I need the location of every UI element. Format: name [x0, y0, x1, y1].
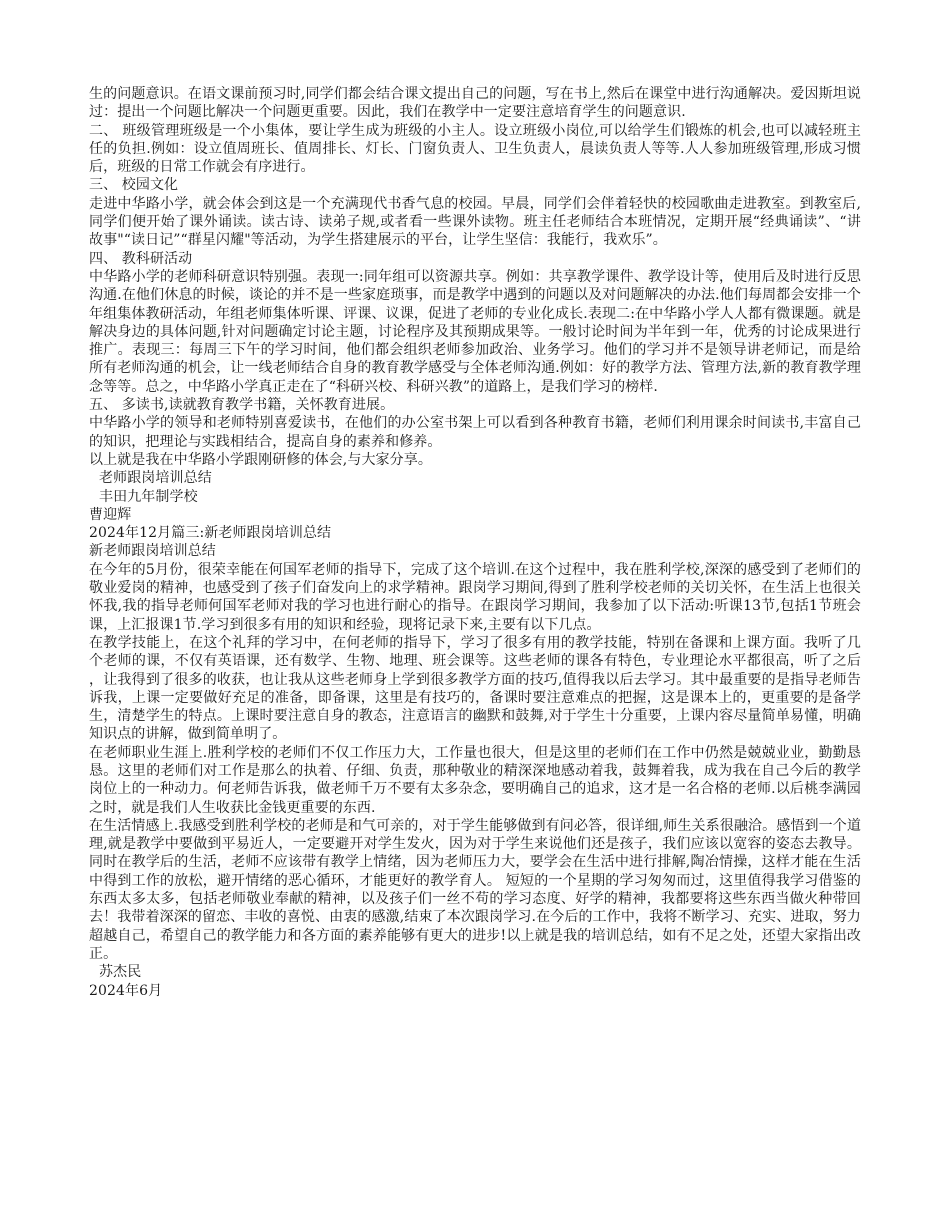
school-name: 丰田九年制学校: [99, 488, 198, 505]
article-title: 新老师跟岗培训总结: [89, 543, 216, 560]
heading-read-more: 五、 多读书,读就教育教学书籍，关怀教育进展。: [89, 397, 395, 414]
paragraph-life-emotion: 在生活情感上.我感受到胜利学校的老师是和气可亲的，对于学生能够做到有问必答，很详细,师生关系很融洽。感悟到一个道理,就是教学中要做到平易近人，一定要避开对学生发火，因为对于学生来说他们还是孩子，我们应该以宽容的姿态去教导。同时在教学后的生活，老师不应该带有教学上情绪，因为老师压力大，要学会在生活中进行排解,陶冶情操，这样才能在生活中得到工作的放松，避开情绪的恶心循环，才能更好的教学育人。 短短的一个星期的学习匆匆而过，这里值得我学习借鉴的东西太多太多，包括老师敬业奉献的精神，以及孩子们一丝不苟的学习态度、好学的精神，我都要将这些东西当做火种带回去！我带着深深的留恋、丰收的喜悦、由衷的感激,结束了本次跟岗学习.在今后的工作中，我将不断学习、充实、进取，努力超越自己，希望自己的教学能力和各方面的素养能够有更大的进步!以上就是我的培训总结，如有不足之处，还望大家指出改正。: [89, 817, 861, 962]
author-name: 曹迎辉: [89, 506, 132, 523]
paragraph-closing: 以上就是我在中华路小学跟刚研修的体会,与大家分享。: [89, 451, 432, 468]
heading-research-activities: 四、 教科研活动: [89, 250, 193, 267]
signature-date: 2024年6月: [89, 982, 163, 999]
paragraph-class-management: 二、 班级管理班级是一个小集体，要让学生成为班级的小主人。设立班级小岗位,可以给学生们锻炼的机会,也可以减轻班主任的负担.例如：设立值周班长、值周排长、灯长、门窗负责人、卫生负责人，晨读负责人等等.人人参加班级管理,形成习惯后，班级的日常工作就会有序进行。: [89, 122, 861, 176]
date-and-part-title: 2024年12月篇三:新老师跟岗培训总结: [89, 525, 332, 542]
paragraph-campus-culture: 走进中华路小学，就会体会到这是一个充满现代书香气息的校园。早晨，同学们会伴着轻快的校园歌曲走进教室。到教室后,同学们便开始了课外诵读。读古诗、读弟子规,或者看一些课外读物。班主任老师结合本班情况，定期开展“经典诵读”、“讲故事"“读日记”“群星闪耀"等活动，为学生搭建展示的平台，让学生坚信：我能行，我欢乐”。: [89, 195, 861, 249]
signature-name: 苏杰民: [99, 964, 142, 981]
paragraph-problem-awareness: 生的问题意识。在语文课前预习时,同学们都会结合课文提出自己的问题，写在书上,然后在课堂中进行沟通解决。爱因斯坦说过：提出一个问题比解决一个问题更重要。因此，我们在教学中一定要注意培育学生的问题意识.: [89, 86, 861, 121]
section-title: 老师跟岗培训总结: [99, 470, 212, 487]
paragraph-read-more: 中华路小学的领导和老师特别喜爱读书，在他们的办公室书架上可以看到各种教育书籍，老师们利用课余时间读书,丰富自己的知识，把理论与实践相结合，提高自身的素养和修养。: [89, 415, 861, 450]
paragraph-introduction: 在今年的5月份，很荣幸能在何国军老师的指导下，完成了这个培训.在这个过程中，我在胜利学校,深深的感受到了老师们的敬业爱岗的精神，也感受到了孩子们奋发向上的求学精神。跟岗学习期间,得到了胜利学校老师的关切关怀，在生活上也很关怀我,我的指导老师何国军老师对我的学习也进行耐心的指导。在跟岗学习期间，我参加了以下活动:听课13节,包括1节班会课，上汇报课1节.学习到很多有用的知识和经验，现将记录下来,主要有以下几点。: [89, 561, 861, 633]
paragraph-research-activities: 中华路小学的老师科研意识特别强。表现一:同年组可以资源共享。例如：共享教学课件、教学设计等，使用后及时进行反思沟通.在他们休息的时候，谈论的并不是一些家庭琐事，而是教学中遇到的问题以及对问题解决的办法.他们每周都会安排一个年组集体教研活动，年组老师集体听课、评课、议课，促进了老师的专业化成长.表现二:在中华路小学人人都有微课题。就是解决身边的具体问题,针对问题确定讨论主题，讨论程序及其预期成果等。一般讨论时间为半年到一年，优秀的讨论成果进行推广。表现三：每周三下午的学习时间，他们都会组织老师参加政治、业务学习。他们的学习并不是领导讲老师记，而是给所有老师沟通的机会，让一线老师结合自身的教育教学感受与全体老师沟通.例如：好的教学方法、管理方法,新的教育教学理念等等。总之，中华路小学真正走在了“科研兴校、科研兴教”的道路上，是我们学习的榜样.: [89, 268, 861, 395]
paragraph-career: 在老师职业生涯上.胜利学校的老师们不仅工作压力大，工作量也很大，但是这里的老师们在工作中仍然是兢兢业业，勤勤恳恳。这里的老师们对工作是那么的执着、仔细、负责，那种敬业的精深深地感动着我，鼓舞着我，成为我在自己今后的教学岗位上的一种动力。何老师告诉我，做老师千万不要有太多杂念，要明确自己的追求，这才是一名合格的老师.以后桃李满园之时，就是我们人生收获比金钱更重要的东西.: [89, 744, 861, 816]
document-body: [89, 85, 861, 1000]
heading-campus-culture: 三、 校园文化: [89, 177, 179, 194]
paragraph-teaching-skills: 在教学技能上，在这个礼拜的学习中，在何老师的指导下，学习了很多有用的教学技能，特别在备课和上课方面。我听了几个老师的课，不仅有英语课，还有数学、生物、地理、班会课等。这些老师的课各有特色，专业理论水平都很高，听了之后，让我得到了很多的收获，也让我从这些老师身上学到很多教学方面的技巧,值得我以后去学习。其中最重要的是指导老师告诉我，上课一定要做好充足的准备，即备课，这里是有技巧的，备课时要注意难点的把握，这是课本上的，更重要的是备学生，清楚学生的特点。上课时要注意自身的教态，注意语言的幽默和鼓舞,对于学生十分重要，上课内容尽量简单易懂，明确知识点的讲解，做到简单明了。: [89, 634, 861, 743]
